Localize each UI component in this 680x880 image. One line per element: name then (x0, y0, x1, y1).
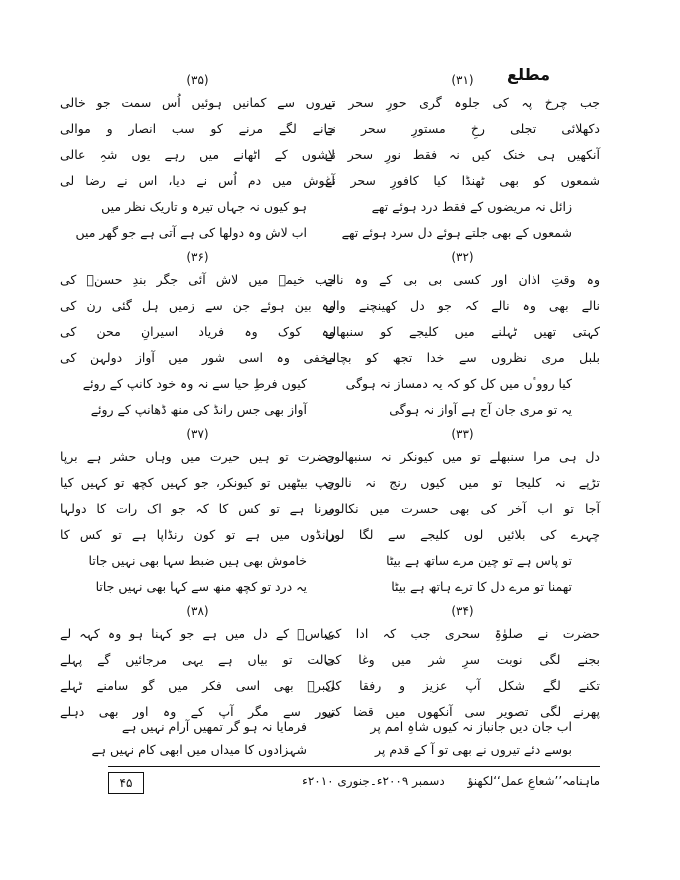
verse-line: وہ بین ہوئے جن سے زمیں ہل گئی رن کی (60, 298, 335, 313)
verse-line: کیوں فرطِ حیا سے نہ وہ خود کانپ کے روئے (82, 376, 307, 391)
verse-line: عباسؑ کے دل میں ہے جو کہنا ہو وہ کہہ لے (60, 626, 335, 641)
verse-line: پھرنے لگی تصویر سی آنکھوں میں قضا کی (325, 704, 600, 719)
verse-line: تھمنا تو مرے دل کا ترے ہاتھ ہے بیٹا (391, 579, 572, 594)
verse-line: وہ وقتِ اذان اور کسی بی بی کے وہ نالے (325, 272, 600, 287)
verse-line: تکنے لگے شکل آپ عزیز و رفقا کی (325, 678, 600, 693)
verse-line: تو پاس ہے تو چین مرے ساتھ ہے بیٹا (386, 553, 572, 568)
footer-publication: ماہنامہ’’شعاعِ عمل‘‘لکھنؤ (467, 774, 600, 788)
verse-line: دکھلائی تجلی رخِ مستورِ سحر نے (325, 121, 600, 136)
verse-line: زائل نہ مریضوں کے فقط درد ہوئے تھے (371, 199, 572, 214)
verse-line: جانے لگے مرنے کو سب انصار و موالی (60, 121, 335, 136)
stanza-number: (۳۴) (451, 604, 474, 618)
verse-line: بجنے لگی نوبت سرِ شر میں وغا کی (325, 652, 600, 667)
verse-line: تیروں سے کمانیں ہوئیں اُس سمت جو خالی (60, 95, 335, 110)
verse-line: کہتی تھیں ٹہلنے میں کلیجے کو سنبھالے (325, 324, 600, 339)
verse-line: لاشوں کے اٹھانے میں رہے یوں شہِ عالی (60, 147, 335, 162)
verse-line: مرنا ہے تو کس کا کہ جو اک رات کا دولہا (60, 501, 335, 516)
verse-line: نالے بھی وہ نالے کہ جو دل کھینچنے والے (325, 298, 600, 313)
verse-line: چپ بیٹھیں تو کیونکر، جو کہیں کچھ تو کہیں کیا (60, 475, 335, 490)
verse-line: وہ کوک وہ فریاد اسیرانِ محن کی (60, 324, 335, 339)
verse-line: شمعوں کو بھی ٹھنڈا کیا کافورِ سحر نے (325, 173, 600, 188)
verse-line: آواز بھی جس رانڈ کی منھ ڈھانپ کے روئے (90, 402, 307, 417)
page-number: ۴۵ (108, 772, 144, 794)
footer-divider (108, 766, 600, 767)
verse-line: خاموش بھی ہیں ضبط سہا بھی نہیں جاتا (88, 553, 307, 568)
verse-line: بلبل مری نظروں سے خدا تجھ کو بچالے (325, 350, 600, 365)
verse-line: چہرے کی بلائیں لوں کلیجے سے لگا لوں (325, 527, 600, 542)
stanza-number: (۳۳) (451, 427, 474, 441)
verse-line: تیور سے مگر آپ کے وہ اور بھی دہلے (60, 704, 335, 719)
verse-line: آنکھیں ہی خنک کیں نہ فقط نورِ سحر نے (325, 147, 600, 162)
verse-line: فرمایا نہ ہو گر تمھیں آرام نہیں ہے (121, 719, 307, 734)
verse-line: مخفی وہ اسی شور میں آواز دولہن کی (60, 350, 335, 365)
verse-line: جب چرخ پہ کی جلوہ گری حورِ سحر نے (325, 95, 600, 110)
page-footer (108, 772, 600, 794)
verse-line: شہزادوں کا میداں میں ابھی کام نہیں ہے (91, 742, 307, 757)
verse-line: حضرت نے صلوٰۃِ سحری جب کہ ادا کی (325, 626, 600, 641)
footer-masthead (302, 774, 600, 788)
footer-issue-date: دسمبر ۲۰۰۹ء۔جنوری ۲۰۱۰ء (302, 774, 445, 788)
verse-line: اب جان دیں جانباز نہ کیوں شاہِ امم پر (370, 719, 572, 734)
verse-line: بوسے دئے تیروں نے بھی تو آ کے قدم پر (374, 742, 572, 757)
stanza-number: (۳۷) (186, 427, 209, 441)
verse-line: جب خیمہ میں لاش آئی جگر بندِ حسنؑ کی (60, 272, 335, 287)
verse-line: یہ درد تو کچھ منھ سے کہا بھی نہیں جاتا (95, 579, 307, 594)
verse-line: حالت تو بیاں ہے یہی مرجائیں گے پہلے (60, 652, 335, 667)
stanza-number: (۳۵) (186, 73, 209, 87)
verse-line: آجا تو اب آخر کی بھی حسرت میں نکالوں (325, 501, 600, 516)
verse-line: رانڈوں میں ہے تو کون رنڈاپا ہے تو کس کا (60, 527, 335, 542)
verse-line: یہ تو مری جان آج ہے آواز نہ ہوگی (389, 402, 572, 417)
section-header-label: مطلع (507, 65, 550, 84)
verse-line: دل ہی مرا سنبھلے تو میں کیونکر نہ سنبھالوں (325, 449, 600, 464)
verse-line: ہو کیوں نہ جہاں تیرہ و تاریک نظر میں (101, 199, 307, 214)
verse-line: حضرت تو ہیں حیرت میں وہاں حشر ہے برپا (60, 449, 335, 464)
verse-line: اکبرؑ بھی اسی فکر میں گو سامنے ٹہلے (60, 678, 335, 693)
verse-line: اب لاش وہ دولھا کی ہے آتی ہے جو گھر میں (75, 225, 307, 240)
stanza-number: (۳۲) (451, 250, 474, 264)
stanza-number: (۳۶) (186, 250, 209, 264)
verse-line: تڑپے نہ کلیجا تو میں کیوں رنج نہ نالوں (325, 475, 600, 490)
stanza-number: (۳۱) (451, 73, 474, 87)
verse-line: شمعوں کے بھی جلتے ہوئے دل سرد ہوئے تھے (341, 225, 572, 240)
stanza-number: (۳۸) (186, 604, 209, 618)
verse-line: کیا رووٴں میں کل کو کہ یہ دمساز نہ ہوگی (345, 376, 572, 391)
verse-line: آغوش میں دم اُس نے دیا، اس نے رضا لی (60, 173, 335, 188)
